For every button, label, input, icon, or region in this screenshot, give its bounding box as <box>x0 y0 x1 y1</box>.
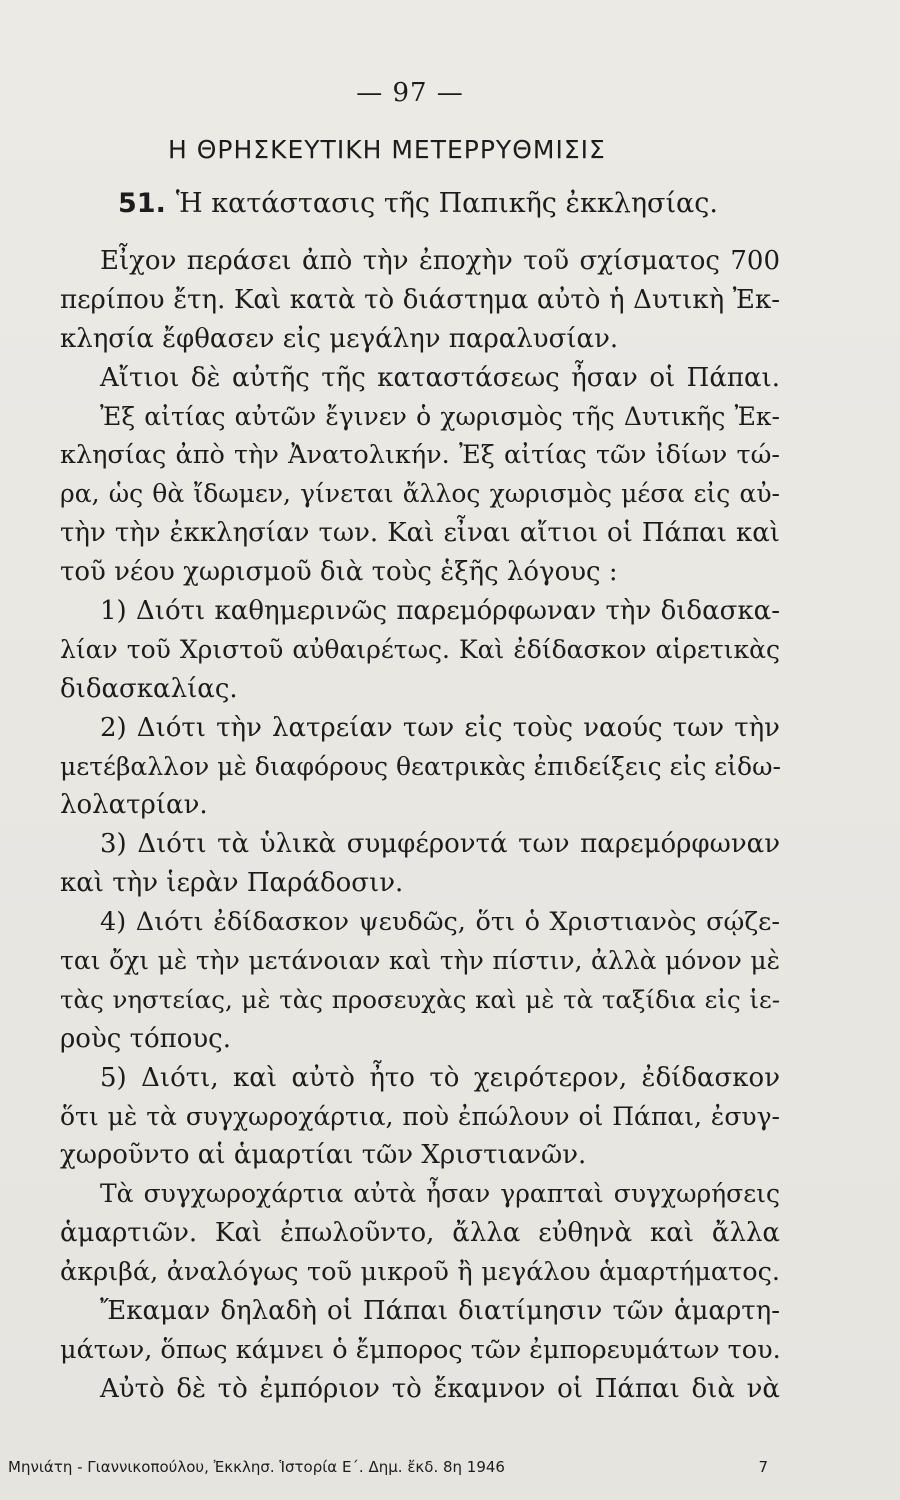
text-line: τὴν τὴν ἐκκλησίαν των. Καὶ εἶναι αἴτιοι οἱ Πάπαι καὶ <box>60 518 780 549</box>
chapter-title: Η ΘΡΗΣΚΕΥΤΙΚΗ ΜΕΤΕΡΡΥΘΜΙΣΙΣ <box>168 135 606 164</box>
text-line: διδασκαλίας. <box>60 673 238 704</box>
text-line: τοῦ νέου χωρισμοῦ διὰ τοὺς ἑξῆς λόγους : <box>60 557 618 588</box>
text-line: κλησία ἔφθασεν εἰς μεγάλην παραλυσίαν. <box>60 323 619 354</box>
page-footer <box>8 1458 868 1476</box>
footer-signature: Μηνιάτη - Γιαννικοπούλου, Ἐκκλησ. Ἱστορία Ε΄. Δημ. ἔκδ. 8η 1946 <box>8 1458 505 1476</box>
text-line: ἀκριβά, ἀναλόγως τοῦ μικροῦ ἢ μεγάλου ἁμαρτήματος. <box>60 1257 780 1288</box>
text-line: 3) Διότι τὰ ὑλικὰ συμφέροντά των παρεμόρφωναν <box>100 829 780 860</box>
text-line: ὅτι μὲ τὰ συγχωροχάρτια, ποὺ ἐπώλουν οἱ Πάπαι, ἐσυγ- <box>60 1101 780 1131</box>
section-title: Ἡ κατάστασις τῆς Παπικῆς ἐκκλησίας. <box>175 188 718 219</box>
text-line: ρα, ὡς θὰ ἴδωμεν, γίνεται ἄλλος χωρισμὸς μέσα εἰς αὐ- <box>60 479 780 509</box>
text-line: χωροῦντο αἱ ἁμαρτίαι τῶν Χριστιανῶν. <box>60 1140 587 1171</box>
text-line: κλησίας ἀπὸ τὴν Ἀνατολικήν. Ἐξ αἰτίας τῶν ἰδίων τώ- <box>60 440 780 471</box>
text-line: 2) Διότι τὴν λατρείαν των εἰς τοὺς ναούς των τὴν <box>100 712 780 743</box>
footer-signature-number: 7 <box>758 1458 768 1476</box>
text-line: Ἐξ αἰτίας αὐτῶν ἔγινεν ὁ χωρισμὸς τῆς Δυτικῆς Ἐκ- <box>100 401 780 431</box>
text-line: καὶ τὴν ἱερὰν Παράδοσιν. <box>60 868 404 899</box>
text-line: λολατρίαν. <box>60 790 208 821</box>
section-heading <box>118 188 798 219</box>
text-line: Τὰ συγχωροχάρτια αὐτὰ ἦσαν γραπταὶ συγχωρήσεις <box>100 1179 780 1209</box>
text-line: μετέβαλλον μὲ διαφόρους θεατρικὰς ἐπιδείξεις εἰς εἰδω- <box>60 751 781 781</box>
page-number: — 97 — <box>356 78 464 108</box>
section-number: 51. <box>118 188 166 219</box>
text-line: ἁμαρτιῶν. Καὶ ἐπωλοῦντο, ἄλλα εὐθηνὰ καὶ ἄλλα <box>60 1218 780 1249</box>
text-line: περίπου ἔτη. Καὶ κατὰ τὸ διάστημα αὐτὸ ἡ Δυτικὴ Ἐκ- <box>60 284 780 315</box>
text-line: 5) Διότι, καὶ αὐτὸ ἦτο τὸ χειρότερον, ἐδίδασκον <box>100 1062 780 1093</box>
text-line: τὰς νηστείας, μὲ τὰς προσευχὰς καὶ μὲ τὰ ταξίδια εἰς ἱε- <box>60 984 780 1014</box>
text-line: Ἔκαμαν δηλαδὴ οἱ Πάπαι διατίμησιν τῶν ἁμαρτη- <box>100 1296 780 1327</box>
body-text <box>60 242 780 1409</box>
text-line: Εἶχον περάσει ἀπὸ τὴν ἐποχὴν τοῦ σχίσματος 700 <box>100 246 780 276</box>
text-line: 1) Διότι καθημερινῶς παρεμόρφωναν τὴν διδασκα- <box>100 596 780 627</box>
text-line: Αἴτιοι δὲ αὐτῆς τῆς καταστάσεως ἦσαν οἱ Πάπαι. <box>100 362 780 393</box>
text-line: ροὺς τόπους. <box>60 1023 231 1054</box>
text-line: Αὐτὸ δὲ τὸ ἐμπόριον τὸ ἔκαμνον οἱ Πάπαι διὰ νὰ <box>100 1373 780 1404</box>
text-line: λίαν τοῦ Χριστοῦ αὐθαιρέτως. Καὶ ἐδίδασκον αἱρετικὰς <box>60 634 780 664</box>
text-line: 4) Διότι ἐδίδασκον ψευδῶς, ὅτι ὁ Χριστιανὸς σῴζε- <box>100 907 780 938</box>
text-line: ται ὄχι μὲ τὴν μετάνοιαν καὶ τὴν πίστιν, ἀλλὰ μόνον μὲ <box>60 946 780 976</box>
text-line: μάτων, ὅπως κάμνει ὁ ἔμπορος τῶν ἐμπορευμάτων του. <box>60 1334 781 1365</box>
